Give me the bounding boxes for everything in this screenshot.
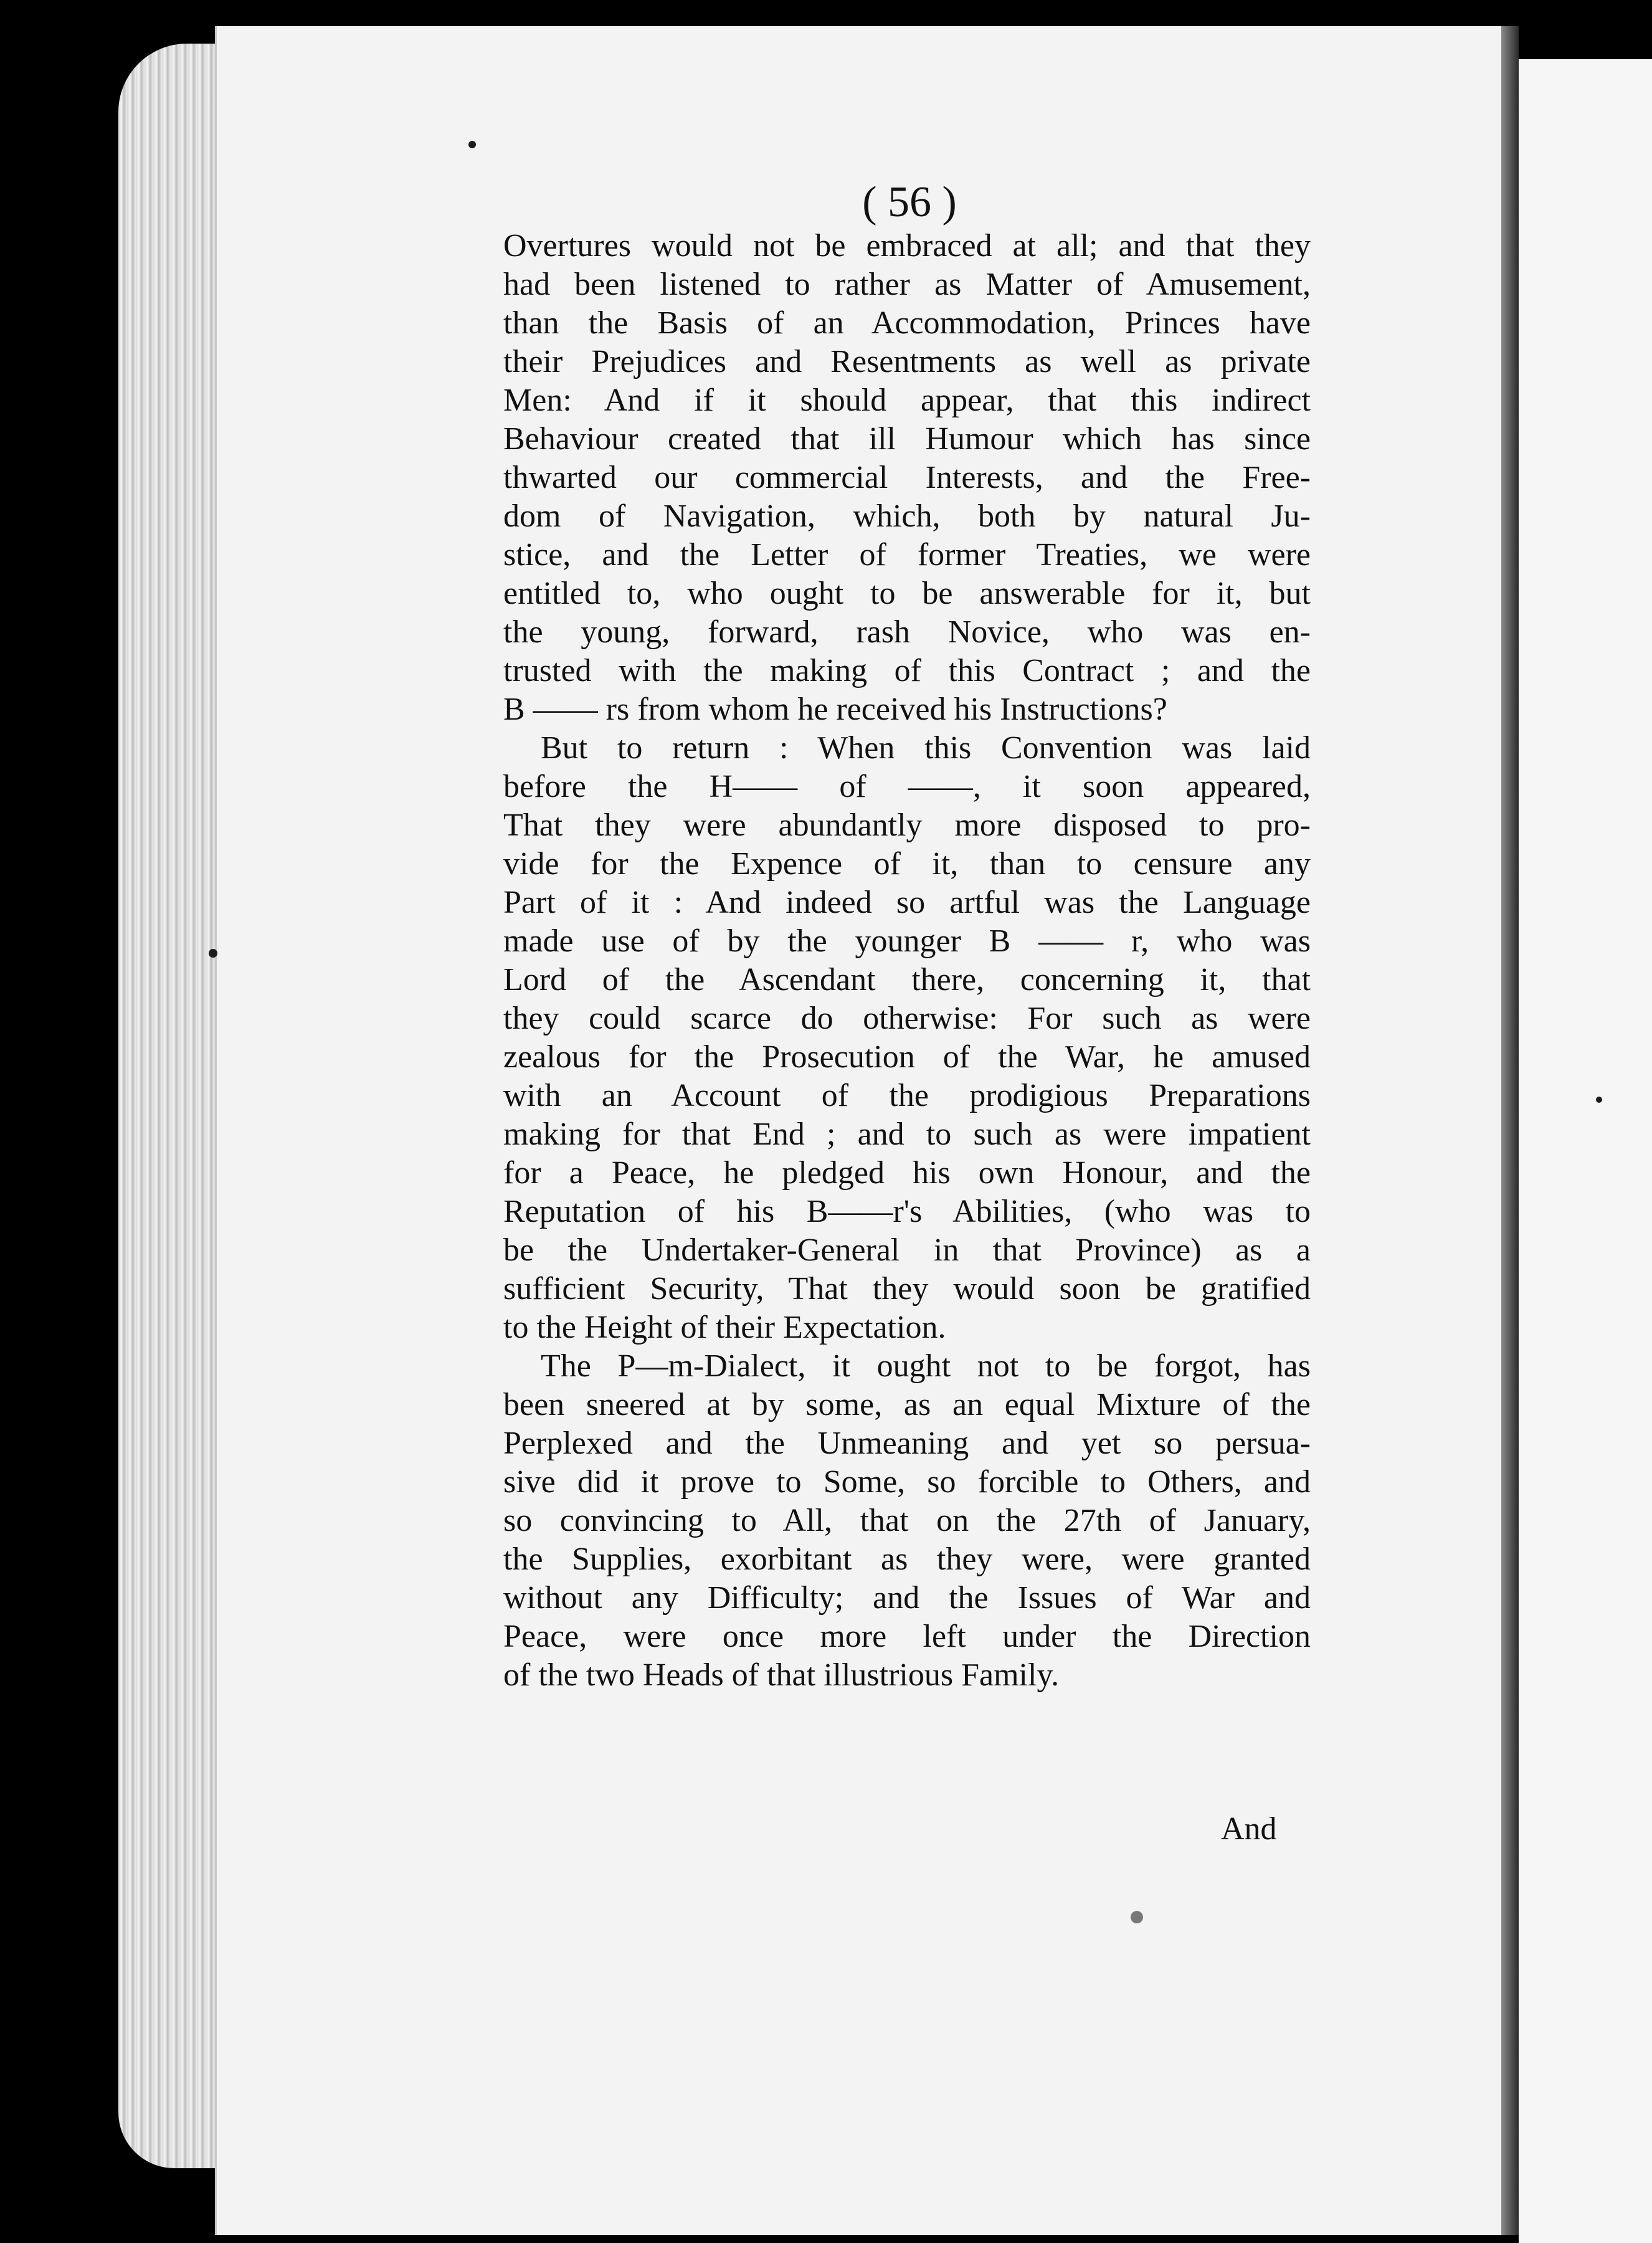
text-line: trusted with the making of this Contract ; and the (503, 653, 1311, 688)
text-line: thwarted our commercial Interests, and the Free- (503, 460, 1311, 495)
text-line: Overtures would not be embraced at all; and that they (503, 228, 1311, 264)
text-line: But to return : When this Convention was laid (541, 730, 1311, 766)
text-line: their Prejudices and Resentments as well as private (503, 344, 1311, 379)
text-line: Perplexed and the Unmeaning and yet so persua- (503, 1426, 1311, 1461)
text-line: made use of by the younger B —— r, who was (503, 923, 1311, 959)
text-line: Part of it : And indeed so artful was the Language (503, 885, 1311, 920)
text-line: before the H—— of ——, it soon appeared, (503, 769, 1311, 804)
text-line: Peace, were once more left under the Direction (503, 1619, 1311, 1654)
text-line: The P—m-Dialect, it ought not to be forgot, has (541, 1348, 1311, 1384)
text-line: That they were abundantly more disposed to pro- (503, 807, 1311, 843)
text-line: vide for the Expence of it, than to censure any (503, 846, 1311, 882)
text-line: sufficient Security, That they would soon be gratified (503, 1271, 1311, 1307)
text-line: making for that End ; and to such as were impatient (503, 1117, 1311, 1152)
facing-page-edge (1519, 59, 1652, 2243)
text-line: for a Peace, he pledged his own Honour, and the (503, 1155, 1311, 1191)
text-line: sive did it prove to Some, so forcible to Others, and (503, 1464, 1311, 1500)
text-line: to the Height of their Expectation. (503, 1310, 946, 1345)
ink-speck (468, 141, 476, 148)
text-line: the young, forward, rash Novice, who was en- (503, 614, 1311, 650)
catchword: And (1221, 1811, 1277, 1847)
text-line: stice, and the Letter of former Treaties, we were (503, 537, 1311, 573)
page-gutter-shadow (1501, 26, 1519, 2235)
text-line: so convincing to All, that on the 27th of January, (503, 1503, 1311, 1538)
body-text (503, 227, 1311, 1695)
text-line: with an Account of the prodigious Preparations (503, 1078, 1311, 1113)
text-line: had been listened to rather as Matter of Amusement, (503, 267, 1311, 302)
text-line: B —— rs from whom he received his Instructions? (503, 692, 1167, 727)
ink-speck (1596, 1097, 1602, 1103)
text-line: Men: And if it should appear, that this indirect (503, 383, 1311, 418)
ink-speck (209, 949, 217, 958)
text-line: they could scarce do otherwise: For such as were (503, 1001, 1311, 1036)
page-number: ( 56 ) (862, 178, 957, 226)
text-line: been sneered at by some, as an equal Mixture of the (503, 1387, 1311, 1422)
ink-speck (1131, 1911, 1143, 1923)
text-line: of the two Heads of that illustrious Family. (503, 1657, 1060, 1693)
text-line: entitled to, who ought to be answerable for it, but (503, 576, 1311, 611)
text-line: be the Undertaker-General in that Province) as a (503, 1232, 1311, 1268)
text-line: dom of Navigation, which, both by natural Ju- (503, 498, 1311, 534)
text-line: without any Difficulty; and the Issues of War and (503, 1580, 1311, 1616)
text-line: Behaviour created that ill Humour which has since (503, 421, 1311, 457)
text-line: than the Basis of an Accommodation, Princes have (503, 305, 1311, 341)
text-line: zealous for the Prosecution of the War, he amused (503, 1039, 1311, 1075)
text-line: Reputation of his B——r's Abilities, (who was to (503, 1194, 1311, 1229)
text-line: Lord of the Ascendant there, concerning it, that (503, 962, 1311, 998)
text-line: the Supplies, exorbitant as they were, were granted (503, 1541, 1311, 1577)
